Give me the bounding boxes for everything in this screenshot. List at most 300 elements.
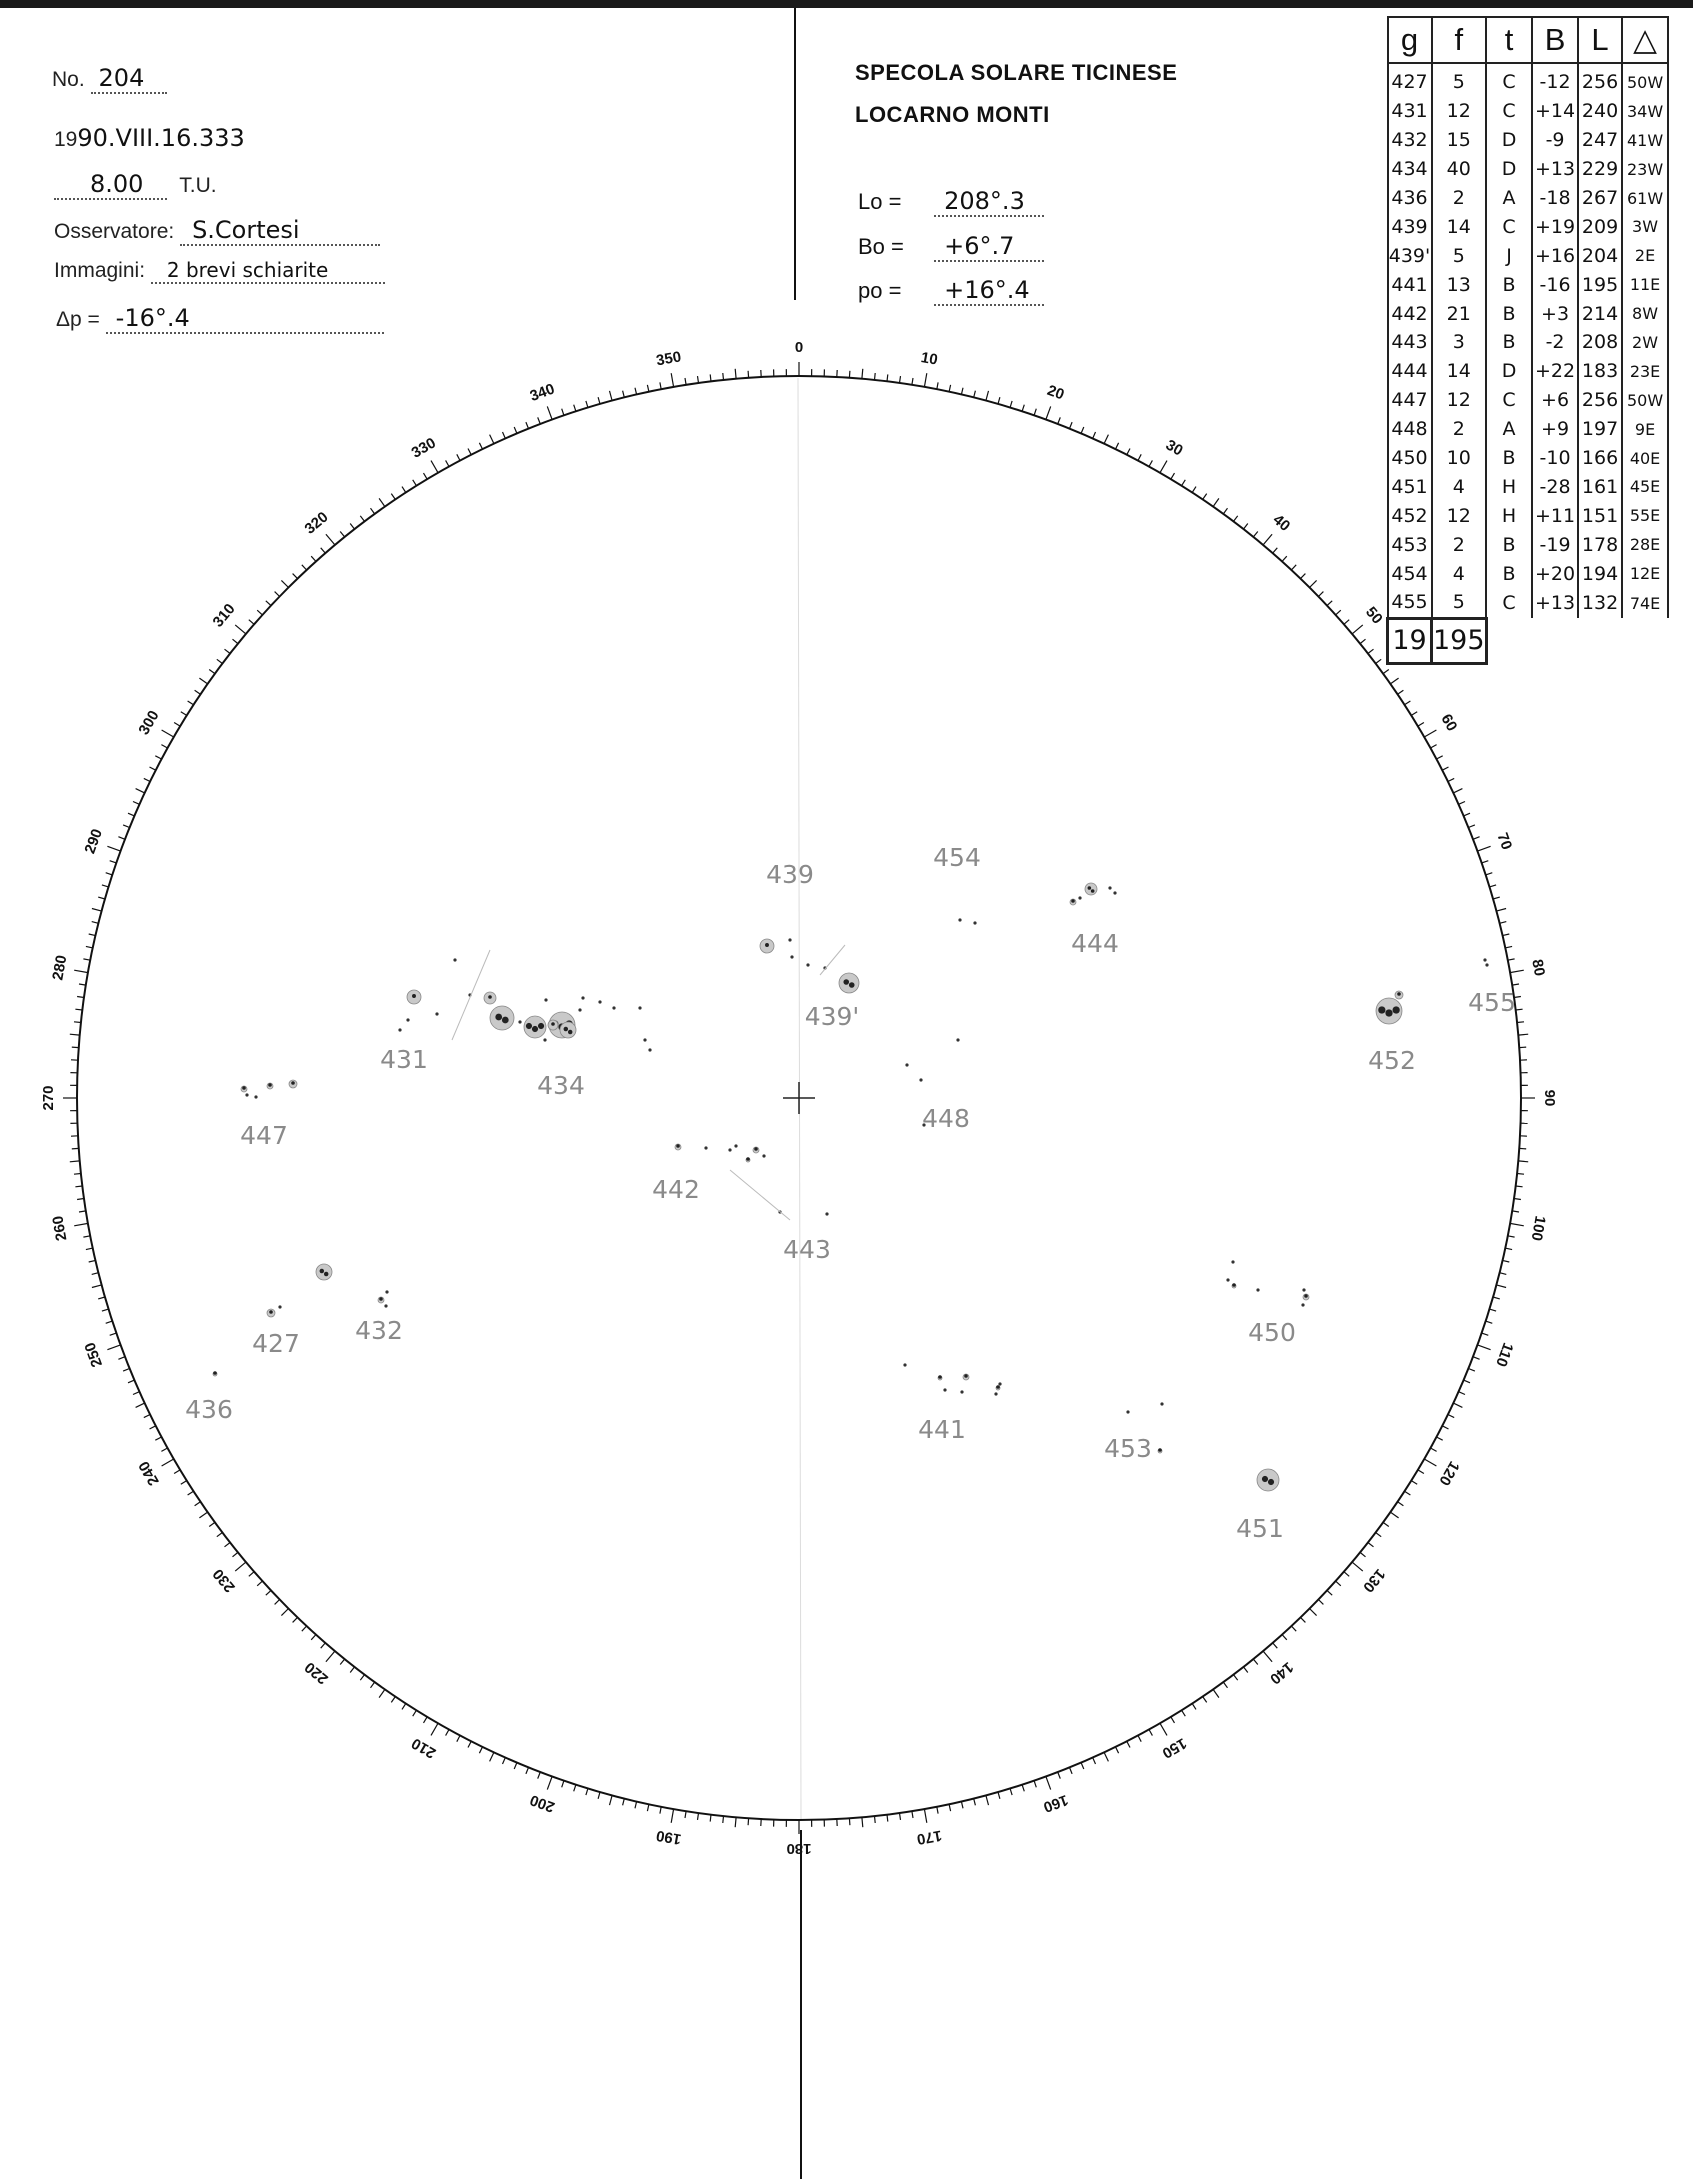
scale-tick [900, 1813, 901, 1820]
scale-tick [1468, 1369, 1475, 1372]
scale-tick [1368, 649, 1374, 653]
date-prefix: 19 [54, 128, 78, 151]
cell-g: 432 [1388, 126, 1432, 155]
pore [398, 1028, 401, 1031]
cell-l: 240 [1578, 97, 1622, 126]
umbra [1393, 1006, 1400, 1013]
cell-t: C [1486, 97, 1532, 126]
scale-tick [974, 1799, 976, 1806]
scale-tick [1093, 432, 1096, 438]
umbra [849, 982, 855, 988]
scale-tick [446, 460, 449, 466]
scale-tick [1253, 1659, 1257, 1664]
cell-f: 2 [1432, 184, 1487, 213]
cell-t: D [1486, 357, 1532, 386]
scale-tick [275, 1600, 280, 1605]
scale-tick [937, 382, 938, 389]
umbra [676, 1144, 680, 1148]
sunspot [963, 1374, 969, 1380]
scale-tick [402, 1704, 406, 1710]
sunspot [675, 1144, 681, 1150]
cell-g: 439 [1388, 212, 1432, 241]
scale-label: 200 [527, 1791, 557, 1816]
scale-tick [457, 1736, 460, 1742]
scale-tick [748, 371, 749, 378]
scale-tick [1468, 825, 1475, 828]
scale-tick [1424, 1459, 1436, 1466]
scale-tick [635, 388, 637, 395]
pore [1078, 896, 1081, 899]
scale-tick [586, 1789, 588, 1796]
scale-tick [1081, 427, 1084, 433]
sunspot [241, 1086, 247, 1092]
cell-delta: 23W [1622, 155, 1668, 184]
scale-tick [1160, 1723, 1167, 1735]
scale-tick [1352, 625, 1363, 634]
scale-tick [188, 1491, 194, 1495]
scale-tick [1234, 1675, 1238, 1681]
cell-delta: 74E [1622, 588, 1668, 618]
umbra [1158, 1448, 1162, 1452]
scale-tick [912, 378, 913, 385]
scale-tick [924, 1809, 926, 1823]
scale-tick [1223, 508, 1227, 514]
date-value: 90.VIII.16.333 [77, 124, 245, 152]
scale-tick [1510, 970, 1524, 972]
sunspot [1070, 899, 1076, 905]
cell-b: +13 [1532, 588, 1578, 618]
pore [704, 1146, 707, 1149]
scale-tick [562, 409, 564, 416]
scale-tick [161, 745, 167, 748]
scale-tick [181, 1481, 187, 1485]
cell-t: A [1486, 184, 1532, 213]
total-spots: 195 [1432, 618, 1487, 663]
scale-tick [1459, 802, 1465, 805]
scale-tick [1448, 778, 1454, 781]
cell-b: -28 [1532, 472, 1578, 501]
scale-label: 60 [1437, 711, 1461, 735]
cell-g: 454 [1388, 559, 1432, 588]
sunspot [1085, 883, 1097, 895]
group-label: 431 [380, 1045, 428, 1074]
scale-tick [586, 401, 588, 408]
scale-tick [150, 1426, 156, 1429]
cell-g: 448 [1388, 415, 1432, 444]
pore [943, 1388, 946, 1391]
scale-tick [1464, 1380, 1470, 1383]
scale-tick [1453, 1403, 1462, 1407]
scale-tick [1149, 460, 1152, 466]
group-label: 434 [537, 1071, 585, 1100]
sunspot [490, 1006, 514, 1030]
scale-tick [1478, 846, 1491, 851]
cell-t: D [1486, 155, 1532, 184]
scale-tick [1411, 1481, 1417, 1485]
scale-tick [1442, 1426, 1448, 1429]
cell-g: 441 [1388, 270, 1432, 299]
scale-tick [1453, 789, 1462, 793]
column-header-delta: △ [1622, 17, 1668, 63]
scale-tick [70, 1034, 80, 1035]
sunspot [839, 973, 859, 993]
scale-label: 240 [135, 1458, 163, 1489]
cell-b: +6 [1532, 386, 1578, 415]
pore [453, 958, 456, 961]
cell-t: B [1486, 444, 1532, 473]
scale-tick [155, 1437, 161, 1440]
pore [956, 1038, 959, 1041]
pore [543, 1038, 546, 1041]
scale-label: 180 [786, 1840, 812, 1858]
cell-b: -12 [1532, 63, 1578, 97]
scale-tick [1182, 1710, 1186, 1716]
scale-tick [490, 1752, 494, 1761]
scale-tick [402, 487, 406, 493]
scale-tick [685, 378, 686, 385]
scale-tick [350, 524, 354, 530]
cell-g: 455 [1388, 588, 1432, 618]
scale-label: 100 [1527, 1214, 1549, 1243]
scale-tick [249, 620, 254, 625]
pore [958, 918, 961, 921]
scale-tick [1360, 639, 1365, 643]
scale-tick [887, 374, 888, 381]
scale-tick [133, 1392, 139, 1395]
group-label: 454 [933, 843, 981, 872]
cell-g: 453 [1388, 530, 1432, 559]
pore [919, 1078, 922, 1081]
scale-tick [72, 1148, 79, 1149]
scale-tick [209, 1522, 215, 1526]
scale-tick [89, 1260, 96, 1262]
scale-tick [1478, 1345, 1491, 1350]
scale-label: 110 [1492, 1340, 1517, 1369]
cell-delta: 8W [1622, 299, 1668, 328]
cell-l: 132 [1578, 588, 1622, 618]
scale-tick [106, 1321, 113, 1323]
scale-tick [391, 1697, 395, 1703]
scale-tick [538, 1772, 541, 1779]
umbra [379, 1297, 383, 1301]
scale-tick [1510, 1223, 1524, 1225]
scale-tick [635, 1802, 637, 1809]
scale-tick [1093, 1758, 1096, 1764]
cell-f: 4 [1432, 472, 1487, 501]
scale-tick [1058, 1772, 1061, 1779]
scale-label: 170 [915, 1826, 944, 1848]
pore [638, 1006, 641, 1009]
scale-tick [735, 369, 736, 379]
scale-tick [1431, 745, 1437, 748]
scale-label: 120 [1435, 1458, 1463, 1489]
cell-delta: 9E [1622, 415, 1668, 444]
scale-tick [562, 1781, 564, 1788]
cell-t: B [1486, 299, 1532, 328]
cell-t: C [1486, 386, 1532, 415]
scale-label: 230 [209, 1565, 239, 1596]
cell-l: 267 [1578, 184, 1622, 213]
pore [643, 1038, 646, 1041]
scale-tick [150, 767, 156, 770]
scale-tick [74, 970, 88, 972]
scale-tick [92, 1273, 99, 1275]
pore [903, 1363, 906, 1366]
umbra [765, 943, 769, 947]
pore [435, 1012, 438, 1015]
scale-tick [77, 997, 84, 998]
sunspot [267, 1083, 273, 1089]
pore [788, 938, 791, 941]
group-label: 427 [252, 1329, 300, 1358]
pore [385, 1290, 388, 1293]
scale-tick [1192, 1704, 1196, 1710]
scale-tick [1473, 837, 1480, 840]
scale-tick [887, 1815, 888, 1822]
group-label: 453 [1104, 1434, 1152, 1463]
column-header-l: L [1578, 17, 1622, 63]
scale-tick [74, 1022, 81, 1023]
scale-tick [350, 1667, 354, 1673]
scale-tick [538, 417, 541, 424]
number-label: No. [52, 68, 85, 91]
scale-tick [83, 959, 90, 960]
umbra [213, 1371, 217, 1375]
pore [1256, 1288, 1259, 1291]
scale-tick [174, 1470, 180, 1474]
scale-tick [1203, 494, 1207, 500]
scale-tick [1486, 1321, 1493, 1323]
scale-tick [671, 1809, 673, 1823]
scale-tick [457, 454, 460, 460]
scale-label: 70 [1493, 830, 1516, 853]
scale-tick [1405, 1491, 1411, 1495]
scale-tick [1282, 1635, 1287, 1640]
scale-tick [424, 1717, 428, 1723]
pore [578, 1008, 581, 1011]
scale-tick [1344, 620, 1349, 625]
scale-tick [144, 778, 150, 781]
scale-tick [275, 592, 280, 597]
penumbra [1257, 1469, 1279, 1491]
umbra [1262, 1476, 1268, 1482]
scale-tick [1263, 534, 1272, 545]
pore [1126, 1410, 1129, 1413]
sunspot [378, 1297, 384, 1303]
cell-l: 214 [1578, 299, 1622, 328]
umbra [1091, 889, 1095, 893]
umbra [1088, 886, 1092, 890]
scale-label: 280 [49, 953, 71, 982]
scale-tick [748, 1818, 749, 1825]
images-value: 2 brevi schiarite [151, 258, 385, 284]
scale-tick [86, 1248, 93, 1250]
cell-l: 209 [1578, 212, 1622, 241]
pore [960, 1390, 963, 1393]
scale-tick [468, 1741, 471, 1747]
scale-tick [326, 1651, 335, 1662]
scale-tick [199, 678, 207, 684]
scale-tick [1398, 1502, 1404, 1506]
time-value: 8.00 [54, 170, 167, 200]
cell-delta: 2W [1622, 328, 1668, 357]
scale-label: 50 [1362, 603, 1386, 628]
scale-tick [660, 382, 661, 389]
scale-tick [136, 1403, 145, 1407]
scale-tick [598, 397, 600, 404]
scale-tick [89, 934, 96, 936]
scale-tick [1473, 1357, 1480, 1360]
cell-g: 434 [1388, 155, 1432, 184]
cell-b: +11 [1532, 501, 1578, 530]
umbra [242, 1086, 246, 1090]
pore [825, 1212, 828, 1215]
scale-tick [1437, 756, 1443, 759]
scale-tick [1127, 449, 1130, 455]
scale-label: 10 [919, 349, 939, 369]
scale-tick [1171, 473, 1175, 479]
scale-label: 190 [654, 1826, 683, 1848]
scale-tick [1383, 1522, 1389, 1526]
sunspot [1303, 1294, 1309, 1300]
scale-tick [360, 1675, 364, 1681]
scale-tick [1508, 1236, 1515, 1237]
umbra [964, 1374, 968, 1378]
pore [806, 963, 809, 966]
sunspot [1376, 998, 1402, 1024]
scale-tick [92, 922, 99, 924]
cell-b: +20 [1532, 559, 1578, 588]
cell-g: 436 [1388, 184, 1432, 213]
cell-l: 195 [1578, 270, 1622, 299]
scale-label: 30 [1162, 436, 1186, 460]
scale-tick [610, 1795, 613, 1805]
scale-tick [98, 1297, 105, 1299]
scale-tick [986, 391, 989, 401]
cell-b: -18 [1532, 184, 1578, 213]
pore [278, 1305, 281, 1308]
cell-b: -9 [1532, 126, 1578, 155]
scale-tick [1336, 610, 1341, 615]
scale-label: 350 [654, 348, 683, 370]
pore [994, 1392, 997, 1395]
scale-tick [118, 1357, 125, 1360]
scale-tick [849, 371, 850, 378]
scale-tick [1171, 1717, 1175, 1723]
scale-tick [949, 385, 951, 392]
scale-tick [1486, 873, 1493, 875]
scale-tick [188, 701, 194, 705]
scale-tick [1327, 601, 1332, 606]
cell-l: 208 [1578, 328, 1622, 357]
scale-tick [1344, 1572, 1349, 1577]
number-value: 204 [91, 64, 167, 94]
scale-tick [998, 397, 1000, 404]
scale-tick [1437, 1437, 1443, 1440]
pore [1483, 958, 1486, 961]
umbra [754, 1147, 758, 1151]
cell-f: 21 [1432, 299, 1487, 328]
cell-g: 442 [1388, 299, 1432, 328]
pore [1160, 1402, 1163, 1405]
scale-tick [446, 1730, 449, 1736]
pore [1302, 1288, 1305, 1291]
umbra [412, 994, 416, 998]
umbra [495, 1014, 502, 1021]
scale-tick [144, 1415, 150, 1418]
cell-delta: 3W [1622, 212, 1668, 241]
umbra [291, 1081, 295, 1085]
scale-tick [1519, 1047, 1526, 1048]
scale-tick [1490, 1309, 1497, 1311]
scale-tick [698, 376, 699, 383]
scale-label: 310 [209, 600, 239, 631]
scale-tick [1070, 422, 1073, 429]
sunspot [1257, 1469, 1279, 1491]
scale-tick [110, 1333, 117, 1335]
cell-t: C [1486, 588, 1532, 618]
scale-tick [161, 1448, 167, 1451]
scale-tick [249, 1572, 254, 1577]
cell-f: 4 [1432, 559, 1487, 588]
scale-tick [118, 837, 125, 840]
scale-tick [133, 802, 139, 805]
scale-tick [900, 376, 901, 383]
cell-l: 194 [1578, 559, 1622, 588]
pore [648, 1048, 651, 1051]
pore [598, 1000, 601, 1003]
umbra [1378, 1006, 1385, 1013]
scale-tick [685, 1811, 686, 1818]
scale-tick [1203, 1697, 1207, 1703]
cell-delta: 40E [1622, 444, 1668, 473]
scale-tick [266, 601, 271, 606]
column-header-f: f [1432, 17, 1487, 63]
pore [544, 998, 547, 1001]
cell-t: D [1486, 126, 1532, 155]
cell-t: B [1486, 559, 1532, 588]
cell-delta: 41W [1622, 126, 1668, 155]
scale-tick [610, 391, 613, 401]
scale-tick [1405, 701, 1411, 705]
cell-b: -19 [1532, 530, 1578, 559]
scale-tick [1138, 454, 1141, 460]
scale-tick [1352, 1562, 1363, 1571]
scale-tick [479, 443, 482, 449]
cell-b: +19 [1532, 212, 1578, 241]
scale-tick [1116, 443, 1119, 449]
scale-tick [1046, 1777, 1051, 1790]
scale-tick [961, 388, 963, 395]
scale-tick [293, 574, 298, 579]
scale-tick [1517, 1022, 1524, 1023]
scale-tick [92, 1285, 102, 1288]
sunspot [1395, 991, 1403, 999]
scale-tick [217, 1533, 223, 1537]
group-label: 436 [185, 1395, 233, 1424]
pore [518, 1020, 521, 1023]
scale-tick [1512, 1211, 1519, 1212]
scale-tick [1500, 922, 1507, 924]
scale-tick [1518, 1161, 1528, 1162]
observatory-place: LOCARNO MONTI [855, 102, 1050, 127]
scale-tick [849, 1818, 850, 1825]
scale-tick [598, 1792, 600, 1799]
cell-b: +22 [1532, 357, 1578, 386]
sunspot [484, 992, 496, 1004]
scale-tick [281, 580, 288, 587]
group-label: 439' [804, 1002, 860, 1031]
